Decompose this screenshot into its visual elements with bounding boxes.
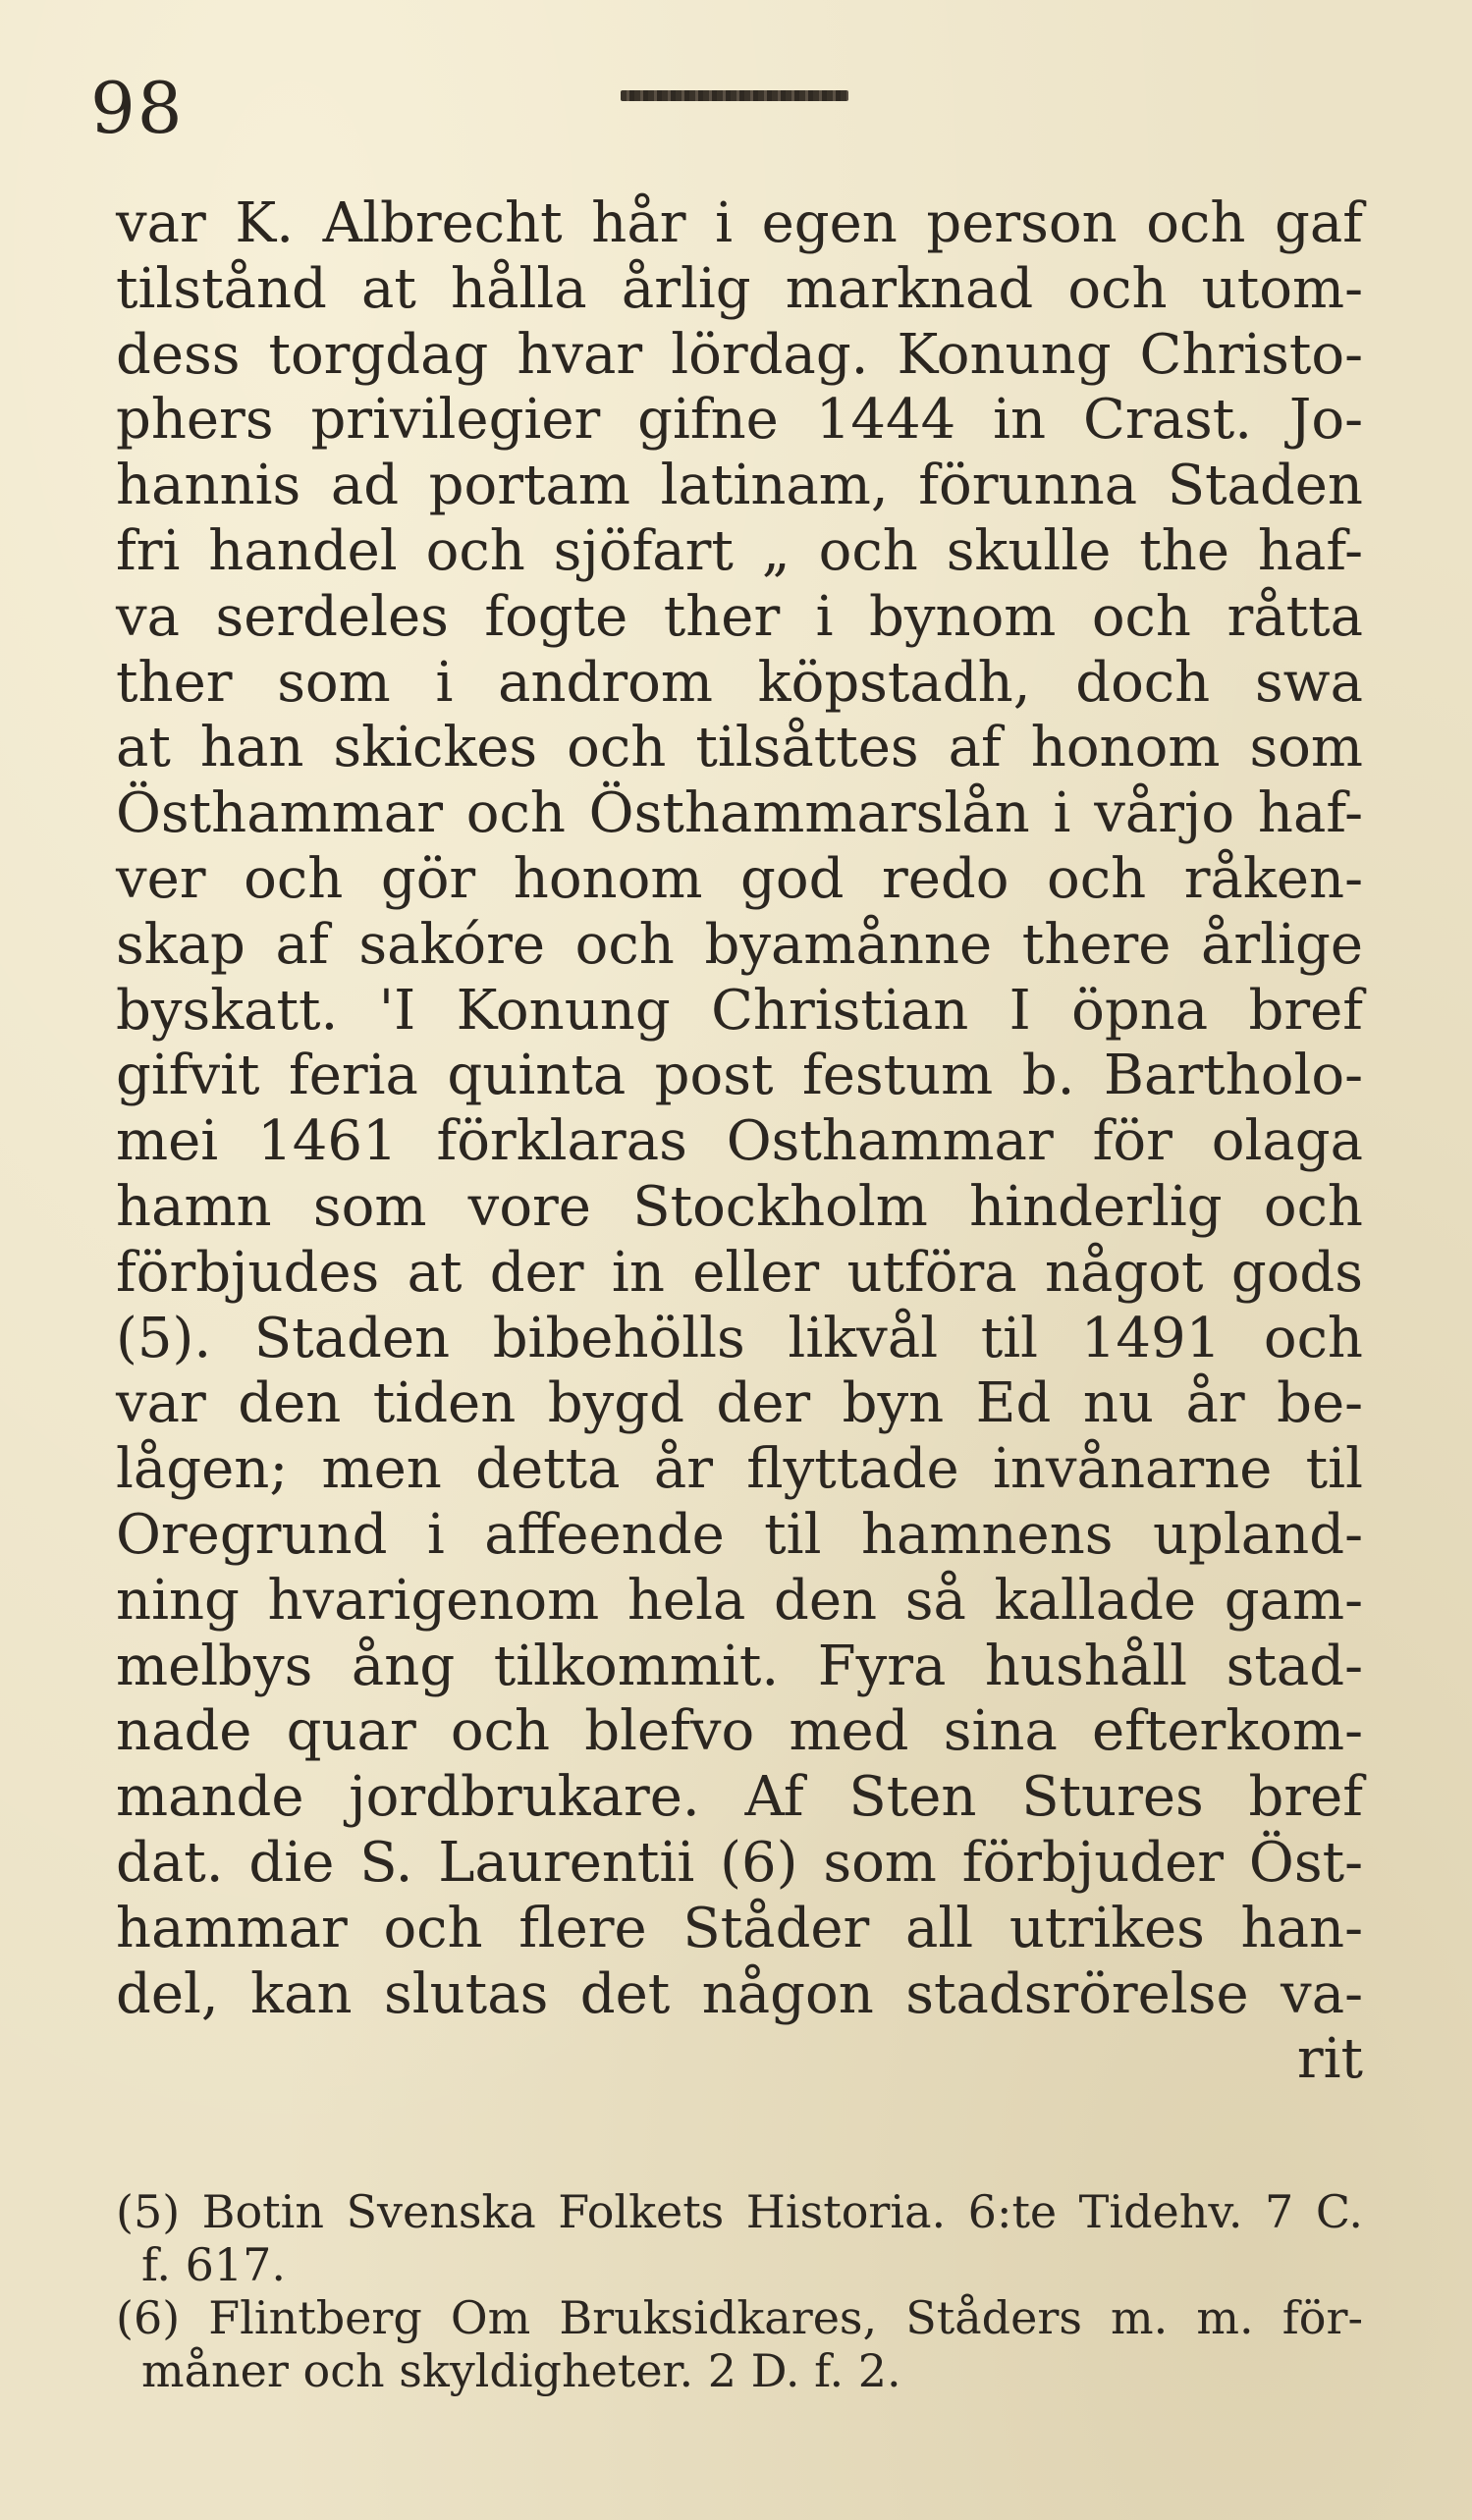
- body-line: hammar och flere Ståder all utrikes han-: [116, 1896, 1363, 1960]
- body-line: hannis ad portam latinam, förunna Staden: [116, 454, 1363, 518]
- header-ornament-rule: [621, 90, 848, 101]
- body-line: byskatt. 'I Konung Christian I öpna bref: [116, 978, 1363, 1043]
- body-line: ning hvarigenom hela den så kallade gam-: [116, 1568, 1363, 1633]
- body-line: Oregrund i affeende til hamnens upland-: [116, 1502, 1363, 1567]
- body-line: dess torgdag hvar lördag. Konung Christo-: [116, 322, 1363, 387]
- body-line: ther som i androm köpstadh, doch swa: [116, 650, 1363, 715]
- body-line: del, kan slutas det någon stadsrörelse va-: [116, 1961, 1363, 2026]
- catchword: rit: [1296, 2027, 1363, 2092]
- body-line: hamn som vore Stockholm hinderlig och: [116, 1174, 1363, 1239]
- body-line: mande jordbrukare. Af Sten Stures bref: [116, 1765, 1363, 1830]
- body-line: melbys ång tilkommit. Fyra hushåll stad-: [116, 1634, 1363, 1698]
- body-text: [116, 191, 1363, 2093]
- body-line: mei 1461 förklaras Osthammar för olaga: [116, 1109, 1363, 1174]
- body-line: skap af sakóre och byamånne there årlige: [116, 912, 1363, 977]
- body-line: lågen; men detta år flyttade invånarne til: [116, 1437, 1363, 1502]
- body-line: (5). Staden bibehölls likvål til 1491 och: [116, 1306, 1363, 1370]
- body-line: Östhammar och Östhammarslån i vårjo haf-: [116, 781, 1363, 846]
- body-line: gifvit feria quinta post festum b. Bartholo-: [116, 1044, 1363, 1108]
- footnote-block: [116, 2185, 1363, 2397]
- body-line: tilstånd at hålla årlig marknad och utom-: [116, 256, 1363, 321]
- footnote-line: f. 617.: [141, 2238, 287, 2291]
- body-line: nade quar och blefvo med sina efterkom-: [116, 1699, 1363, 1764]
- footnote-line: måner och skyldigheter. 2 D. f. 2.: [141, 2344, 901, 2397]
- body-line: ver och gör honom god redo och råken-: [116, 846, 1363, 911]
- body-line: phers privilegier gifne 1444 in Crast. Jo-: [116, 388, 1363, 453]
- page-number: 98: [90, 67, 185, 149]
- footnote-line: (6) Flintberg Om Bruksidkares, Ståders m. m. för-: [116, 2291, 1363, 2344]
- body-line: dat. die S. Laurentii (6) som förbjuder Öst-: [116, 1830, 1363, 1895]
- body-line: at han skickes och tilsåttes af honom som: [116, 716, 1363, 780]
- body-line: var K. Albrecht hår i egen person och gaf: [116, 191, 1363, 255]
- body-line: va serdeles fogte ther i bynom och råtta: [116, 584, 1363, 649]
- body-line: förbjudes at der in eller utföra något gods: [116, 1240, 1363, 1305]
- body-line: var den tiden bygd der byn Ed nu år be-: [116, 1371, 1363, 1436]
- body-line: fri handel och sjöfart „ och skulle the haf-: [116, 518, 1363, 583]
- footnote-line: (5) Botin Svenska Folkets Historia. 6:te Tidehv. 7 C.: [116, 2185, 1363, 2238]
